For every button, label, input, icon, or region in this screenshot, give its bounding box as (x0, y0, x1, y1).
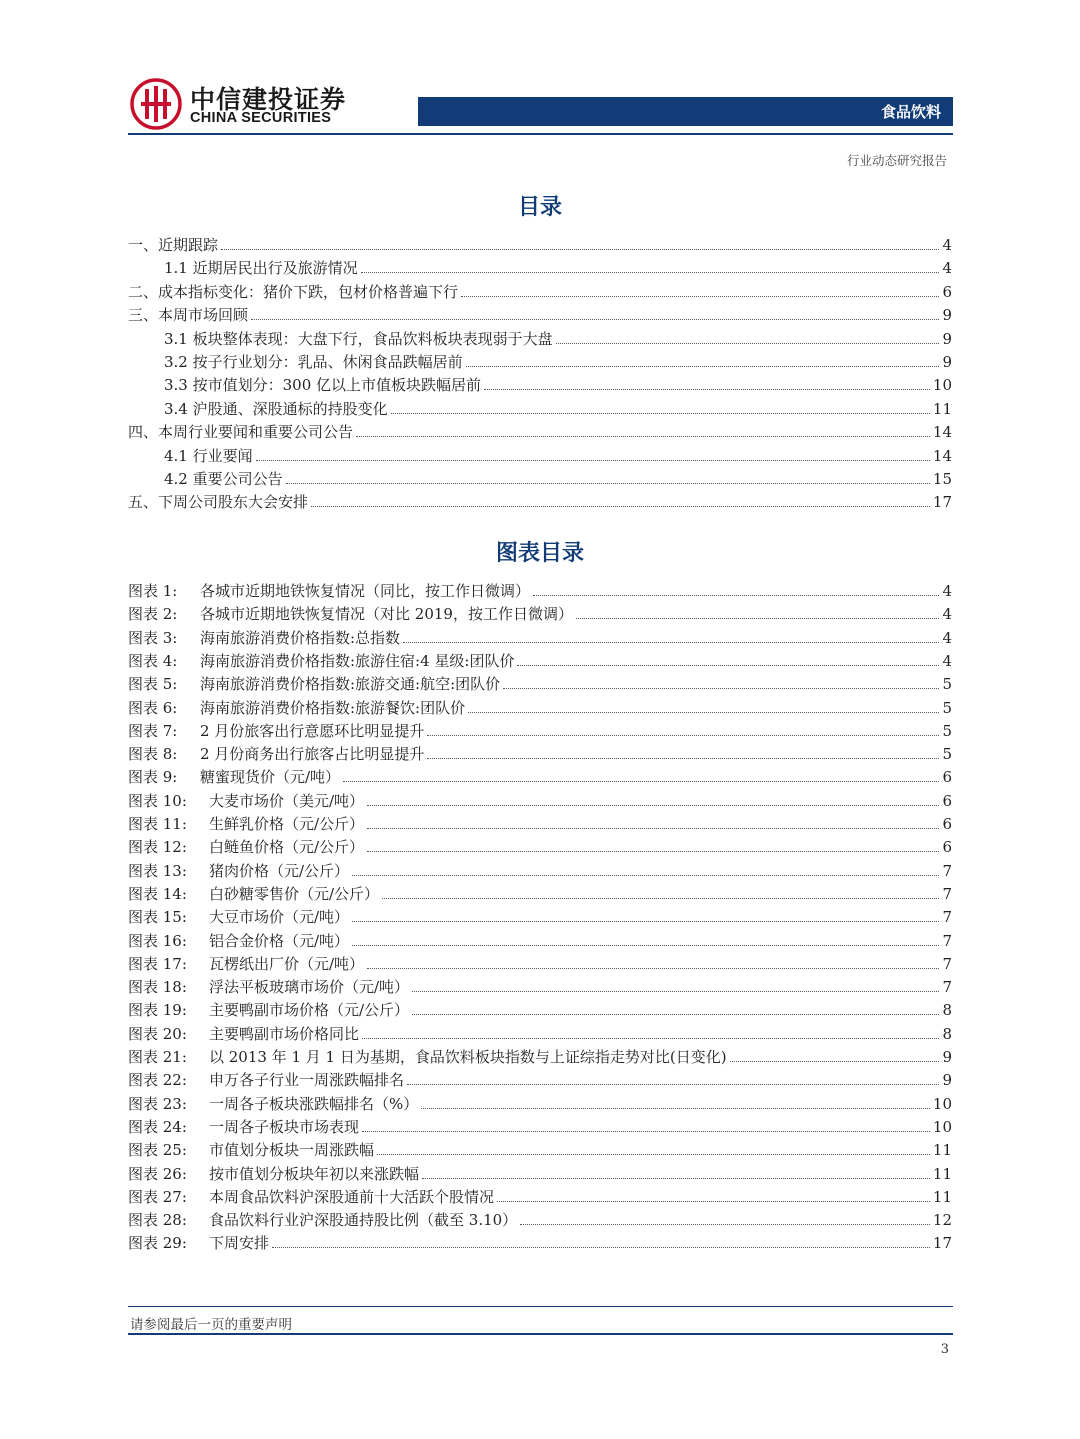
brand-name-cn: 中信建投证券 (190, 85, 347, 114)
figure-entry-label: 大麦市场价（美元/吨） (209, 791, 365, 810)
figure-entry-text (128, 745, 424, 763)
figure-entry-label: 海南旅游消费价格指数:旅游交通:航空:团队价 (200, 675, 501, 694)
figure-entry[interactable] (128, 834, 952, 856)
toc-entry-label: 五、下周公司股东大会安排 (128, 493, 309, 512)
toc-entry[interactable] (128, 396, 952, 418)
figure-entry-prefix: 图表 26: (128, 1164, 187, 1183)
figure-entry-page: 9 (942, 1048, 952, 1066)
footer-divider-bottom (128, 1333, 953, 1335)
figure-entry[interactable] (128, 881, 952, 903)
leader-dots (382, 897, 939, 899)
figure-entry-page: 12 (932, 1211, 952, 1230)
leader-dots (427, 734, 939, 736)
toc-entry[interactable] (128, 326, 952, 348)
figure-entry[interactable] (128, 904, 952, 926)
figure-entry-page: 5 (942, 721, 952, 740)
leader-dots (367, 850, 939, 852)
figure-entry-label: 白砂糖零售价（元/公斤） (209, 884, 380, 903)
leader-dots (517, 664, 939, 666)
figure-entry-page: 10 (932, 1117, 952, 1136)
figure-entry-label: 各城市近期地铁恢复情况（对比 2019，按工作日微调） (200, 605, 573, 624)
figure-entry-prefix: 图表 14: (128, 884, 187, 903)
figure-entry-prefix: 图表 7: (128, 721, 178, 740)
figure-entry-label: 白鲢鱼价格（元/公斤） (209, 838, 365, 857)
leader-dots (352, 944, 939, 946)
figure-entry-label: 海南旅游消费价格指数:旅游餐饮:团队价 (200, 698, 466, 717)
figure-entry-text (128, 978, 409, 996)
leader-dots (362, 1130, 930, 1132)
figure-entry-label: 主要鸭副市场价格同比 (209, 1024, 360, 1043)
leader-dots (421, 1107, 930, 1109)
leader-dots (367, 804, 939, 806)
figure-entry-prefix: 图表 25: (128, 1141, 187, 1160)
figure-entry-text (128, 629, 400, 647)
toc-entry-page: 10 (932, 376, 952, 395)
leader-dots (221, 248, 939, 250)
figure-entry-page: 7 (942, 954, 952, 973)
figure-entry-page: 6 (942, 838, 952, 857)
toc-entry-label: 4.1 行业要闻 (164, 446, 253, 465)
report-type: 行业动态研究报告 (846, 153, 947, 168)
figure-entry-label: 生鲜乳价格（元/公斤） (209, 815, 365, 833)
toc-entry[interactable] (128, 279, 952, 301)
figure-entry-page: 4 (942, 628, 952, 647)
figure-entry-label: 食品饮料行业沪深股通持股比例（截至 3.10） (209, 1211, 518, 1230)
figure-entry-label: 一周各子板块涨跌幅排名（%） (209, 1094, 419, 1113)
leader-dots (391, 412, 930, 414)
figure-entry-text (128, 1234, 269, 1252)
figure-entry-page: 9 (942, 1071, 952, 1090)
figure-entry[interactable] (128, 811, 952, 833)
figure-entry[interactable] (128, 718, 952, 740)
toc-entry-page: 17 (932, 493, 952, 512)
figure-entry-prefix: 图表 15: (128, 908, 187, 927)
leader-dots (466, 365, 940, 367)
toc-entry-page: 11 (932, 399, 952, 418)
leader-dots (468, 711, 939, 713)
figure-entry-page: 8 (942, 1001, 952, 1020)
figure-entry-page: 7 (942, 978, 952, 997)
figure-entry-prefix: 图表 5: (128, 675, 178, 694)
figure-entry-prefix: 图表 17: (128, 954, 187, 973)
figure-entry[interactable] (128, 974, 952, 996)
figure-entry-prefix: 图表 1: (128, 582, 178, 600)
figure-entry-page: 5 (942, 745, 952, 764)
figure-entry[interactable] (128, 1184, 952, 1206)
toc-entry-label: 3.3 按市值划分：300 亿以上市值板块跌幅居前 (164, 376, 482, 395)
toc-entry-label: 3.1 板块整体表现：大盘下行，食品饮料板块表现弱于大盘 (164, 329, 553, 348)
figure-entry-page: 7 (942, 931, 952, 950)
toc-entry[interactable] (128, 443, 952, 465)
footer-divider-top (128, 1306, 953, 1307)
figure-entry[interactable] (128, 1067, 952, 1089)
leader-dots (533, 594, 939, 596)
figure-entry-page: 5 (942, 675, 952, 694)
toc-entry-label: 四、本周行业要闻和重要公司公告 (128, 423, 354, 442)
leader-dots (403, 641, 939, 643)
page-number: 3 (940, 1342, 949, 1357)
figure-entry[interactable] (128, 1091, 952, 1113)
figure-entry-label: 市值划分板块一周涨跌幅 (209, 1141, 375, 1160)
toc-entry[interactable] (128, 489, 952, 511)
figure-entry-text (128, 722, 424, 740)
leader-dots (422, 1177, 930, 1179)
figure-entry-prefix: 图表 20: (128, 1024, 187, 1043)
figure-entry[interactable] (128, 741, 952, 763)
figure-entry-page: 11 (932, 1164, 952, 1183)
figure-entry-label: 铝合金价格（元/吨） (209, 931, 350, 950)
figure-entry-prefix: 图表 24: (128, 1117, 187, 1136)
leader-dots (427, 757, 939, 759)
toc-entry[interactable] (128, 419, 952, 441)
leader-dots (576, 617, 940, 619)
sector-label: 食品饮料 (880, 103, 941, 121)
brand-name-en: CHINA SECURITIES (190, 110, 332, 126)
leader-dots (484, 388, 930, 390)
figure-entry-page: 6 (942, 768, 952, 787)
figure-entry[interactable] (128, 1207, 952, 1229)
figures-title: 图表目录 (495, 541, 584, 566)
figure-entry-label: 猪肉价格（元/公斤） (209, 861, 350, 880)
toc-entry-page: 4 (942, 236, 952, 254)
figure-entry-prefix: 图表 21: (128, 1048, 187, 1066)
leader-dots (286, 482, 930, 484)
leader-dots (412, 1013, 939, 1015)
header-divider (128, 133, 953, 135)
figure-entry[interactable] (128, 1044, 952, 1066)
figure-entry-text (128, 815, 364, 833)
leader-dots (256, 459, 930, 461)
figure-entry-label: 2 月份旅客出行意愿环比明显提升 (200, 721, 425, 740)
figure-entry-text (128, 1211, 517, 1229)
figure-entry-label: 浮法平板玻璃市场价（元/吨） (209, 978, 410, 997)
figure-entry[interactable] (128, 695, 952, 717)
figure-entry-page: 17 (932, 1234, 952, 1253)
figure-entry-text (128, 652, 514, 670)
figure-entry-prefix: 图表 18: (128, 978, 187, 997)
figure-entry-prefix: 图表 8: (128, 745, 178, 764)
toc-title: 目录 (517, 195, 562, 220)
toc-entry-label: 3.2 按子行业划分：乳品、休闲食品跌幅居前 (164, 353, 463, 371)
figure-entry-text (128, 1165, 419, 1183)
figure-entry-label: 海南旅游消费价格指数:总指数 (200, 628, 401, 647)
figure-entry-text (128, 838, 364, 856)
figure-entry[interactable] (128, 764, 952, 786)
figure-entry[interactable] (128, 788, 952, 810)
figure-entry[interactable] (128, 625, 952, 647)
leader-dots (352, 874, 939, 876)
leader-dots (311, 505, 930, 507)
figure-entry[interactable] (128, 648, 952, 670)
toc-entry-page: 14 (932, 446, 952, 465)
figure-entry-text (128, 1188, 494, 1206)
figure-entry-text (128, 1071, 404, 1089)
toc-entry-page: 14 (932, 423, 952, 442)
figure-entry-page: 6 (942, 791, 952, 810)
figure-entry-text (128, 1048, 727, 1066)
leader-dots (503, 687, 939, 689)
figure-entry[interactable] (128, 1137, 952, 1159)
figure-entry-text (128, 908, 349, 926)
figure-entry-page: 10 (932, 1094, 952, 1113)
figure-entry-text (128, 768, 340, 786)
leader-dots (251, 318, 939, 320)
figure-entry-page: 7 (942, 884, 952, 903)
figure-entry-page: 11 (932, 1187, 952, 1206)
figure-entry-prefix: 图表 19: (128, 1001, 187, 1020)
leader-dots (367, 827, 939, 829)
toc-entry[interactable] (128, 349, 952, 371)
toc-entry[interactable] (128, 466, 952, 488)
figure-entry[interactable] (128, 601, 952, 623)
figure-entry-prefix: 图表 12: (128, 838, 187, 857)
figure-entry-prefix: 图表 11: (128, 815, 187, 833)
toc-entry-page: 15 (932, 470, 952, 488)
figure-entry-prefix: 图表 27: (128, 1187, 187, 1206)
figure-entry-label: 海南旅游消费价格指数:旅游住宿:4 星级:团队价 (200, 651, 515, 670)
disclaimer-note: 请参阅最后一页的重要声明 (130, 1317, 292, 1333)
figure-entry[interactable] (128, 1230, 952, 1252)
figure-entry-label: 下周安排 (209, 1234, 270, 1253)
figure-entry[interactable] (128, 997, 952, 1019)
figure-entry[interactable] (128, 1021, 952, 1043)
figure-entry-text (128, 1095, 418, 1113)
leader-dots (362, 1037, 939, 1039)
figure-entry-prefix: 图表 22: (128, 1071, 187, 1090)
figure-entry-label: 糖蜜现货价（元/吨） (200, 768, 341, 787)
toc-entry[interactable] (128, 232, 952, 254)
figure-entry-prefix: 图表 4: (128, 651, 178, 670)
toc-entry[interactable] (128, 302, 952, 324)
figure-entry-page: 7 (942, 908, 952, 927)
figure-entry-label: 2 月份商务出行旅客占比明显提升 (200, 745, 425, 764)
toc-entry-label: 一、近期跟踪 (128, 236, 219, 254)
toc-entry-page: 9 (942, 353, 952, 371)
toc-entry-page: 6 (942, 282, 952, 301)
figure-entry-text (128, 885, 379, 903)
leader-dots (407, 1083, 939, 1085)
figure-entry-text (128, 932, 349, 950)
sector-banner (418, 97, 953, 126)
figure-entry-page: 8 (942, 1024, 952, 1043)
figure-entry-label: 按市值划分板块年初以来涨跌幅 (209, 1164, 420, 1183)
figure-entry-page: 4 (942, 582, 952, 600)
figure-entry-prefix: 图表 13: (128, 861, 187, 880)
figure-entry-label: 申万各子行业一周涨跌幅排名 (209, 1071, 405, 1090)
figure-entry-page: 11 (932, 1141, 952, 1160)
leader-dots (367, 967, 939, 969)
leader-dots (272, 1246, 930, 1248)
leader-dots (461, 295, 939, 297)
leader-dots (377, 1153, 930, 1155)
figure-entry-text (128, 699, 465, 717)
figure-entry-label: 以 2013 年 1 月 1 日为基期，食品饮料板块指数与上证综指走势对比(日变化) (209, 1048, 727, 1066)
figure-entry-page: 4 (942, 651, 952, 670)
leader-dots (412, 990, 939, 992)
figure-entry-text (128, 605, 573, 623)
toc-entry-label: 二、成本指标变化：猪价下跌，包材价格普遍下行 (128, 282, 459, 301)
toc-entry[interactable] (128, 372, 952, 394)
figure-entry-text (128, 582, 530, 600)
figure-entry[interactable] (128, 1114, 952, 1136)
toc-entry[interactable] (128, 255, 952, 277)
leader-dots (730, 1060, 940, 1062)
figure-entry-prefix: 图表 23: (128, 1094, 187, 1113)
figure-entry-label: 本周食品饮料沪深股通前十大活跃个股情况 (209, 1187, 495, 1206)
figure-entry-text (128, 1141, 374, 1159)
figure-entry-label: 大豆市场价（元/吨） (209, 908, 350, 927)
leader-dots (356, 435, 930, 437)
leader-dots (343, 780, 939, 782)
toc-entry-label: 3.4 沪股通、深股通标的持股变化 (164, 399, 388, 418)
figure-entry-text (128, 1025, 359, 1043)
figure-entry-text (128, 675, 500, 693)
figure-entry-prefix: 图表 10: (128, 791, 187, 810)
company-logo-icon (130, 78, 182, 130)
leader-dots (352, 920, 939, 922)
figure-entry-prefix: 图表 2: (128, 605, 178, 624)
toc-entry-page: 9 (942, 306, 952, 325)
figure-entry[interactable] (128, 1161, 952, 1183)
figure-entry-prefix: 图表 28: (128, 1211, 187, 1230)
figure-entry[interactable] (128, 928, 952, 950)
figure-entry-page: 4 (942, 605, 952, 624)
figure-entry-page: 6 (942, 815, 952, 833)
toc-entry-label: 1.1 近期居民出行及旅游情况 (164, 259, 358, 278)
figure-entry-prefix: 图表 16: (128, 931, 187, 950)
figure-entry[interactable] (128, 671, 952, 693)
figure-entry-label: 主要鸭副市场价格（元/公斤） (209, 1001, 410, 1020)
toc-entry-page: 4 (942, 259, 952, 278)
leader-dots (520, 1223, 930, 1225)
figure-entry-label: 一周各子板块市场表现 (209, 1117, 360, 1136)
figure-entry-prefix: 图表 6: (128, 698, 178, 717)
leader-dots (497, 1200, 930, 1202)
figure-entry[interactable] (128, 951, 952, 973)
figure-entry-page: 5 (942, 698, 952, 717)
figure-entry-page: 7 (942, 861, 952, 880)
figure-entry-text (128, 862, 349, 880)
figure-entry[interactable] (128, 858, 952, 880)
toc-entry-label: 三、本周市场回顾 (128, 306, 249, 325)
figure-entry-text (128, 955, 364, 973)
leader-dots (556, 342, 940, 344)
figure-entry-prefix: 图表 29: (128, 1234, 187, 1253)
figure-entry-label: 各城市近期地铁恢复情况（同比，按工作日微调） (200, 582, 531, 600)
figure-entry-text (128, 1001, 409, 1019)
figure-entry-label: 瓦楞纸出厂价（元/吨） (209, 954, 365, 973)
toc-entry-label: 4.2 重要公司公告 (164, 470, 283, 488)
figure-entry[interactable] (128, 578, 952, 600)
leader-dots (361, 271, 940, 273)
toc-entry-page: 9 (942, 329, 952, 348)
figure-entry-prefix: 图表 9: (128, 768, 178, 787)
figure-entry-prefix: 图表 3: (128, 628, 178, 647)
figure-entry-text (128, 792, 364, 810)
figure-entry-text (128, 1118, 359, 1136)
